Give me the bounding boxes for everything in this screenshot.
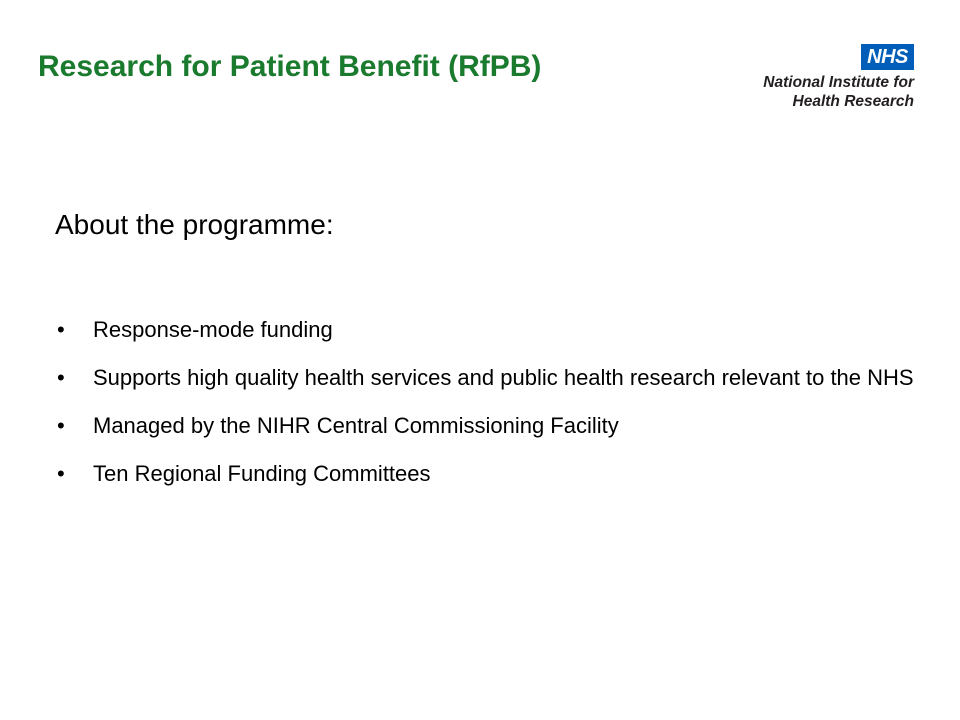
bullet-item (55, 306, 915, 354)
bullet-text: Ten Regional Funding Committees (93, 461, 431, 486)
bullet-icon: • (57, 461, 65, 486)
logo-text-line2: Health Research (792, 93, 914, 110)
slide-title: Research for Patient Benefit (RfPB) (38, 50, 542, 83)
bullet-text: Supports high quality health services and public health research relevant to the NHS (93, 365, 914, 390)
bullet-text: Managed by the NIHR Central Commissioning Facility (93, 413, 619, 438)
bullet-item (55, 450, 915, 498)
logo-text-line1: National Institute for (763, 74, 914, 91)
bullet-icon: • (57, 413, 65, 438)
bullet-icon: • (57, 317, 65, 342)
nihr-logo (738, 44, 914, 114)
nhs-badge: NHS (861, 44, 914, 70)
bullet-text: Response-mode funding (93, 317, 333, 342)
bullet-icon: • (57, 365, 65, 390)
bullet-list (55, 306, 915, 498)
section-heading: About the programme: (55, 209, 334, 240)
bullet-item (55, 354, 915, 402)
bullet-item (55, 402, 915, 450)
